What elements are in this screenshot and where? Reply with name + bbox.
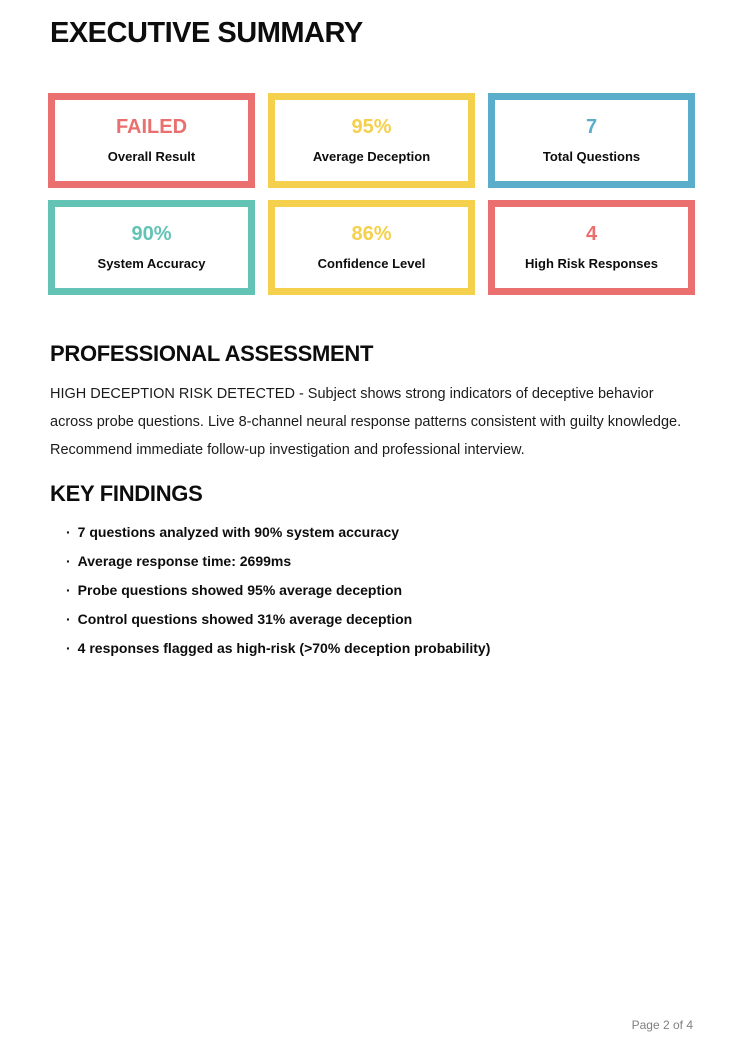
bullet-icon: ·: [66, 639, 71, 656]
key-finding-text: 7 questions analyzed with 90% system accuracy: [77, 523, 400, 540]
key-finding-text: Probe questions showed 95% average deception: [77, 581, 403, 598]
stat-card-average-deception: [268, 93, 475, 188]
stat-card-system-accuracy: [48, 200, 255, 295]
key-finding-item: [66, 583, 695, 597]
key-finding-text: 4 responses flagged as high-risk (>70% deception probability): [77, 639, 491, 656]
key-finding-text: Average response time: 2699ms: [77, 552, 292, 569]
stat-value-confidence-level: 86%: [351, 223, 392, 246]
key-findings-heading: KEY FINDINGS: [50, 481, 203, 507]
stat-value-total-questions: 7: [585, 116, 598, 139]
key-finding-item: [66, 554, 695, 568]
bullet-icon: ·: [66, 610, 71, 627]
stat-label-total-questions: Total Questions: [542, 149, 641, 165]
key-findings-list: [48, 525, 695, 655]
stat-value-high-risk-responses: 4: [585, 223, 598, 246]
page-number: Page 2 of 4: [631, 1018, 693, 1032]
page-title: EXECUTIVE SUMMARY: [50, 17, 363, 49]
stat-label-high-risk-responses: High Risk Responses: [525, 256, 658, 272]
stat-card-high-risk-responses: [488, 200, 695, 295]
stat-label-average-deception: Average Deception: [312, 149, 431, 165]
stat-card-overall-result: [48, 93, 255, 188]
stat-value-system-accuracy: 90%: [131, 223, 172, 246]
report-page: [0, 16, 743, 1060]
stat-label-overall-result: Overall Result: [107, 149, 196, 165]
stat-card-total-questions: [488, 93, 695, 188]
summary-cards-grid: [48, 93, 695, 295]
bullet-icon: ·: [66, 552, 71, 569]
stat-card-confidence-level: [268, 200, 475, 295]
bullet-icon: ·: [66, 581, 71, 598]
key-finding-item: [66, 612, 695, 626]
key-finding-text: Control questions showed 31% average deception: [77, 610, 413, 627]
bullet-icon: ·: [66, 523, 71, 540]
stat-value-overall-result: FAILED: [115, 116, 188, 139]
stat-label-confidence-level: Confidence Level: [317, 256, 426, 272]
key-finding-item: [66, 525, 695, 539]
stat-value-average-deception: 95%: [351, 116, 392, 139]
stat-label-system-accuracy: System Accuracy: [97, 256, 206, 272]
key-finding-item: [66, 641, 695, 655]
professional-assessment-body: HIGH DECEPTION RISK DETECTED - Subject shows strong indicators of deceptive behavior across probe questions. Live 8-channel neural response patterns consistent with guilty knowledge. Recommend immediate follow-up investigation and professional interview.: [50, 386, 682, 459]
professional-assessment-heading: PROFESSIONAL ASSESSMENT: [50, 340, 374, 366]
